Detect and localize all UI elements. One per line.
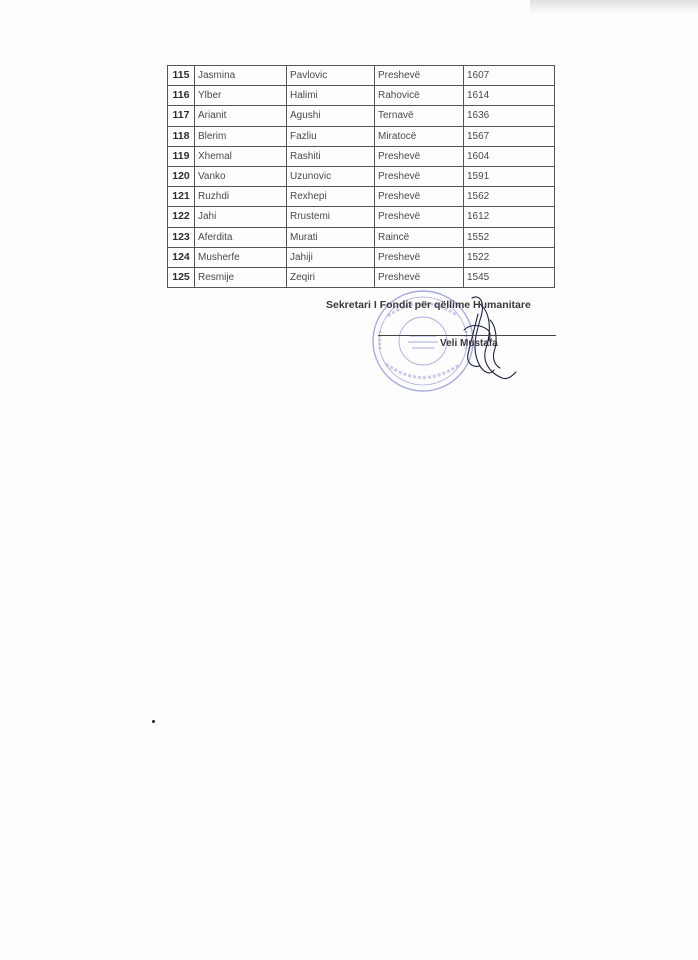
first-name-cell: Arianit bbox=[195, 106, 287, 126]
row-number: 118 bbox=[168, 126, 195, 146]
place-cell: Preshevë bbox=[375, 267, 464, 287]
table-row bbox=[168, 267, 555, 287]
table-row bbox=[168, 166, 555, 186]
code-cell: 1614 bbox=[464, 86, 555, 106]
last-name-cell: Rrustemi bbox=[287, 207, 375, 227]
row-number: 123 bbox=[168, 227, 195, 247]
row-number: 117 bbox=[168, 106, 195, 126]
signatory-name: Veli Mustafa bbox=[440, 338, 498, 349]
first-name-cell: Aferdita bbox=[195, 227, 287, 247]
table-row bbox=[168, 247, 555, 267]
row-number: 120 bbox=[168, 166, 195, 186]
row-number: 125 bbox=[168, 267, 195, 287]
place-cell: Preshevë bbox=[375, 66, 464, 86]
table-row bbox=[168, 66, 555, 86]
code-cell: 1545 bbox=[464, 267, 555, 287]
row-number: 115 bbox=[168, 66, 195, 86]
table-row bbox=[168, 86, 555, 106]
first-name-cell: Ylber bbox=[195, 86, 287, 106]
place-cell: Raincë bbox=[375, 227, 464, 247]
code-cell: 1567 bbox=[464, 126, 555, 146]
last-name-cell: Zeqiri bbox=[287, 267, 375, 287]
code-cell: 1522 bbox=[464, 247, 555, 267]
table-row bbox=[168, 106, 555, 126]
code-cell: 1607 bbox=[464, 66, 555, 86]
signature-line bbox=[378, 335, 556, 336]
first-name-cell: Xhemal bbox=[195, 146, 287, 166]
beneficiary-table bbox=[167, 65, 555, 288]
place-cell: Rahovicë bbox=[375, 86, 464, 106]
first-name-cell: Vanko bbox=[195, 166, 287, 186]
last-name-cell: Uzunovic bbox=[287, 166, 375, 186]
first-name-cell: Jasmina bbox=[195, 66, 287, 86]
row-number: 121 bbox=[168, 187, 195, 207]
place-cell: Preshevë bbox=[375, 146, 464, 166]
place-cell: Preshevë bbox=[375, 247, 464, 267]
code-cell: 1612 bbox=[464, 207, 555, 227]
place-cell: Miratocë bbox=[375, 126, 464, 146]
place-cell: Preshevë bbox=[375, 166, 464, 186]
code-cell: 1636 bbox=[464, 106, 555, 126]
row-number: 116 bbox=[168, 86, 195, 106]
beneficiary-table-body bbox=[168, 66, 555, 288]
last-name-cell: Murati bbox=[287, 227, 375, 247]
row-number: 119 bbox=[168, 146, 195, 166]
last-name-cell: Fazliu bbox=[287, 126, 375, 146]
last-name-cell: Rexhepi bbox=[287, 187, 375, 207]
first-name-cell: Blerim bbox=[195, 126, 287, 146]
place-cell: Preshevë bbox=[375, 207, 464, 227]
last-name-cell: Pavlovic bbox=[287, 66, 375, 86]
table-row bbox=[168, 146, 555, 166]
code-cell: 1604 bbox=[464, 146, 555, 166]
place-cell: Preshevë bbox=[375, 187, 464, 207]
table-row bbox=[168, 227, 555, 247]
first-name-cell: Ruzhdi bbox=[195, 187, 287, 207]
scan-edge-shadow bbox=[530, 0, 698, 14]
last-name-cell: Halimi bbox=[287, 86, 375, 106]
code-cell: 1591 bbox=[464, 166, 555, 186]
row-number: 124 bbox=[168, 247, 195, 267]
last-name-cell: Agushi bbox=[287, 106, 375, 126]
table-row bbox=[168, 126, 555, 146]
first-name-cell: Musherfe bbox=[195, 247, 287, 267]
table-row bbox=[168, 187, 555, 207]
last-name-cell: Jahiji bbox=[287, 247, 375, 267]
code-cell: 1562 bbox=[464, 187, 555, 207]
first-name-cell: Jahi bbox=[195, 207, 287, 227]
scan-speck bbox=[152, 720, 155, 723]
code-cell: 1552 bbox=[464, 227, 555, 247]
row-number: 122 bbox=[168, 207, 195, 227]
first-name-cell: Resmije bbox=[195, 267, 287, 287]
place-cell: Ternavë bbox=[375, 106, 464, 126]
last-name-cell: Rashiti bbox=[287, 146, 375, 166]
signatory-title: Sekretari I Fondit për qëllime Humanitare bbox=[326, 299, 531, 311]
table-row bbox=[168, 207, 555, 227]
